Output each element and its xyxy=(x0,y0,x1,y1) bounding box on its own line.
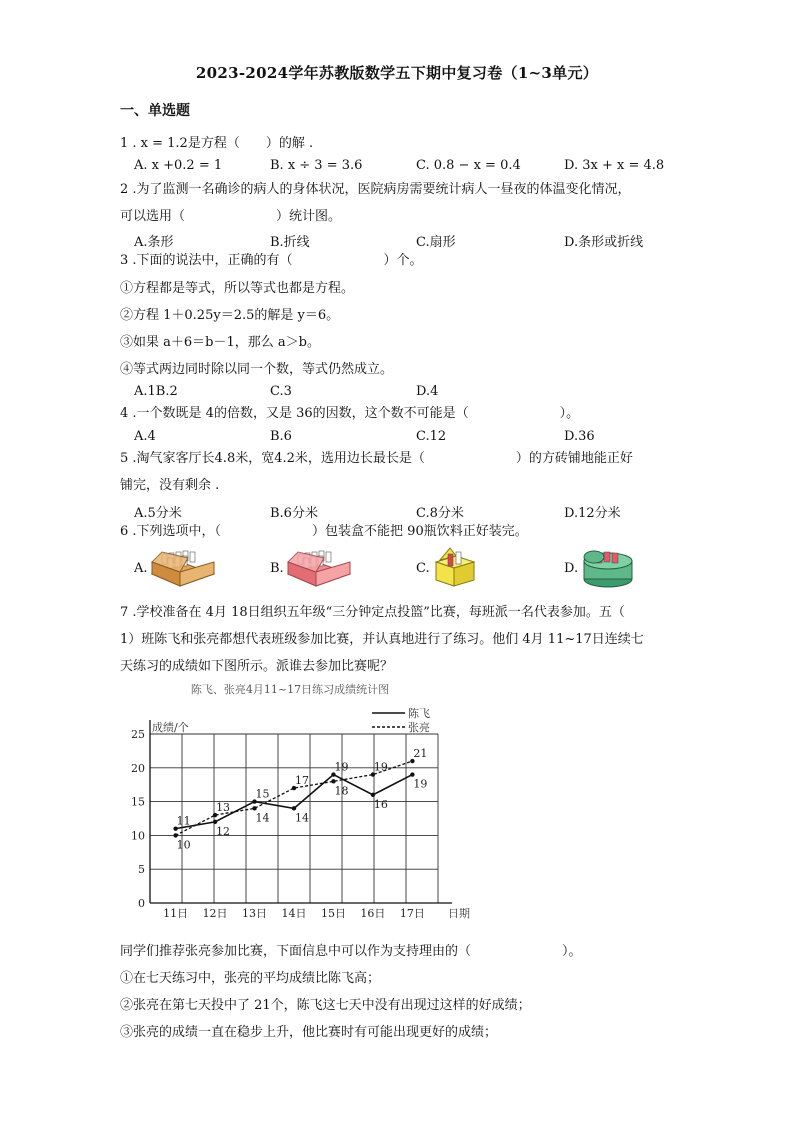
y-tick-label: 15 xyxy=(131,795,145,809)
legend-label-zhangliang: 张亮 xyxy=(408,721,430,734)
question-2-stem-line1: 2 .为了监测一名确诊的病人的身体状况，医院病房需要统计病人一昼夜的体温变化情况， xyxy=(120,182,631,197)
q1-option-d: D. 3x + x = 4.8 xyxy=(564,158,665,173)
box-c-image xyxy=(430,546,480,588)
data-label: 18 xyxy=(334,784,349,798)
legend-label-chenfei: 陈飞 xyxy=(408,707,430,720)
question-7-line2: 1）班陈飞和张亮都想代表班级参加比赛，并认真地进行了练习。他们 4月 11~17日连续七 xyxy=(120,632,644,647)
box-b-image xyxy=(284,548,354,588)
y-tick-label: 10 xyxy=(131,829,145,843)
data-point xyxy=(371,793,375,797)
question-6-stem: 6 .下列选项中，（ ）包装盒不能把 90瓶饮料正好装完。 xyxy=(120,524,528,539)
x-tick-label: 13日 xyxy=(242,907,268,920)
x-tick-label: 17日 xyxy=(399,907,425,920)
q6-option-b: B. xyxy=(270,561,284,576)
data-point xyxy=(252,806,256,810)
question-4-stem: 4 .一个数既是 4的倍数，又是 36的因数，这个数不可能是（ ）。 xyxy=(120,406,580,421)
q3-option-ab: A.1B.2 xyxy=(134,384,178,399)
question-1-stem: 1 . x = 1.2是方程（ ）的解 . xyxy=(120,136,314,151)
data-label: 17 xyxy=(295,774,309,788)
data-label: 14 xyxy=(255,811,270,825)
q5-option-b: B.6分米 xyxy=(270,506,318,521)
q7-reason-3: ③张亮的成绩一直在稳步上升，他比赛时有可能出现更好的成绩； xyxy=(120,1025,498,1040)
x-tick-label: 15日 xyxy=(320,907,346,920)
chart-grid xyxy=(150,734,438,903)
q6-option-c: C. xyxy=(416,561,430,576)
page-title: 2023-2024学年苏教版数学五下期中复习卷（1~3单元） xyxy=(195,64,599,82)
q6-option-d: D. xyxy=(564,561,579,576)
q1-option-c: C. 0.8 − x = 0.4 xyxy=(416,158,521,173)
question-2-stem-line2: 可以选用（ ）统计图。 xyxy=(120,209,342,224)
q1-option-b: B. x ÷ 3 = 3.6 xyxy=(270,158,363,173)
x-tick-label: 16日 xyxy=(360,907,386,920)
q3-option-c: C.3 xyxy=(270,384,292,399)
question-5-stem-line2: 铺完，没有剩余 . xyxy=(120,478,220,493)
q2-option-d: D.条形或折线 xyxy=(564,235,644,250)
data-label: 16 xyxy=(373,797,388,811)
box-a-image xyxy=(148,548,218,588)
data-point xyxy=(410,772,414,776)
chart-title: 陈飞、张亮4月11~17日练习成绩统计图 xyxy=(190,683,390,696)
data-label: 12 xyxy=(216,824,231,838)
q2-option-b: B.折线 xyxy=(270,235,310,250)
q7-reason-1: ①在七天练习中，张亮的平均成绩比陈飞高； xyxy=(120,971,381,986)
data-point xyxy=(213,820,217,824)
q2-option-a: A.条形 xyxy=(134,235,174,250)
q4-option-b: B.6 xyxy=(270,429,292,444)
q4-option-a: A.4 xyxy=(134,429,156,444)
q3-statement-4: ④等式两边同时除以同一个数，等式仍然成立。 xyxy=(120,362,394,377)
y-tick-label: 20 xyxy=(131,761,145,775)
data-label: 21 xyxy=(413,747,428,761)
data-point xyxy=(173,833,177,837)
box-d-image xyxy=(578,545,634,589)
q3-option-d: D.4 xyxy=(416,384,439,399)
chart-ylabel: 成绩/个 xyxy=(152,721,189,734)
x-tick-label: 14日 xyxy=(281,907,307,920)
data-point xyxy=(292,806,296,810)
y-tick-label: 5 xyxy=(138,863,145,877)
x-tick-label: 11日 xyxy=(163,907,189,920)
q1-option-a: A. x +0.2 = 1 xyxy=(134,158,223,173)
line-chart xyxy=(120,680,480,925)
data-label: 10 xyxy=(176,838,191,852)
data-label: 13 xyxy=(216,801,231,815)
question-5-stem-line1: 5 .淘气家客厅长4.8米，宽4.2米，选用边长最长是（ ）的方砖铺地能正好 xyxy=(120,451,633,466)
section-heading: 一、单选题 xyxy=(120,103,190,119)
q3-statement-2: ②方程 1＋0.25y＝2.5的解是 y＝6。 xyxy=(120,308,340,323)
data-label: 14 xyxy=(295,811,309,825)
q2-option-c: C.扇形 xyxy=(416,235,456,250)
q4-option-c: C.12 xyxy=(416,429,447,444)
question-3-stem: 3 .下面的说法中，正确的有（ ）个。 xyxy=(120,253,423,268)
q5-option-c: C.8分米 xyxy=(416,506,464,521)
question-7-line1: 7 .学校准备在 4月 18日组织五年级“三分钟定点投篮”比赛，每班派一名代表参加。五（ xyxy=(120,605,625,620)
chart-legend xyxy=(372,706,430,734)
q5-option-a: A.5分米 xyxy=(134,506,182,521)
data-point xyxy=(331,779,335,783)
q7-question: 同学们推荐张亮参加比赛，下面信息中可以作为支持理由的（ ）。 xyxy=(120,944,582,959)
data-label: 11 xyxy=(176,814,191,828)
q3-statement-1: ①方程都是等式，所以等式也都是方程。 xyxy=(120,281,355,296)
chart-xlabel: 日期 xyxy=(448,907,470,920)
y-tick-label: 0 xyxy=(138,897,145,910)
data-label: 19 xyxy=(413,777,428,791)
data-label: 15 xyxy=(255,787,270,801)
q3-statement-3: ③如果 a＋6＝b－1，那么 a＞b。 xyxy=(120,335,320,350)
q6-option-a: A. xyxy=(134,561,148,576)
data-label: 19 xyxy=(373,760,388,774)
question-7-line3: 天练习的成绩如下图所示。派谁去参加比赛呢？ xyxy=(120,659,394,674)
q5-option-d: D.12分米 xyxy=(564,506,621,521)
q4-option-d: D.36 xyxy=(564,429,595,444)
x-tick-label: 12日 xyxy=(202,907,228,920)
q7-reason-2: ②张亮在第七天投中了 21个，陈飞这七天中没有出现过这样的好成绩； xyxy=(120,998,531,1013)
y-tick-label: 25 xyxy=(131,728,145,741)
data-label: 19 xyxy=(334,760,349,774)
